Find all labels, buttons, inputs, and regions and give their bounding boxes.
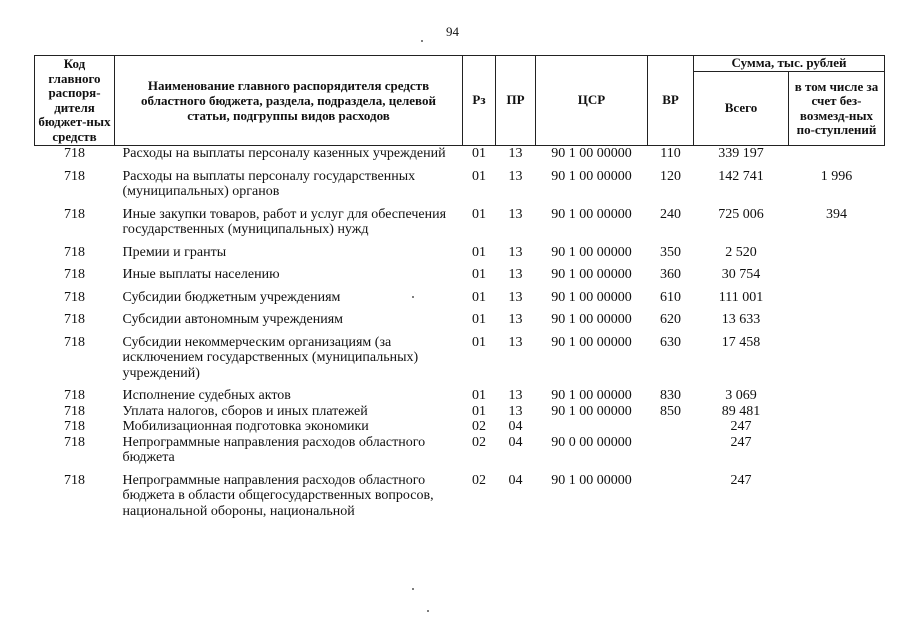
cell-name: Расходы на выплаты персоналу государственных (муниципальных) органов bbox=[122, 168, 416, 199]
cell-rz: 02 bbox=[472, 419, 486, 434]
cell-vr: 830 bbox=[660, 388, 681, 403]
header-pr: ПР bbox=[496, 56, 536, 146]
cell-grant bbox=[789, 435, 885, 473]
cell-pr: 13 bbox=[508, 334, 523, 350]
table-row bbox=[35, 388, 885, 404]
cell-pr: 13 bbox=[508, 168, 523, 184]
cell-rz: 01 bbox=[472, 168, 486, 184]
cell-total: 339 197 bbox=[718, 146, 764, 161]
cell-vr: 240 bbox=[660, 206, 681, 222]
cell-code: 718 bbox=[64, 244, 85, 260]
cell-code: 718 bbox=[64, 168, 85, 184]
cell-pr: 13 bbox=[508, 289, 523, 305]
table-row bbox=[35, 267, 885, 290]
cell-code: 718 bbox=[64, 146, 85, 161]
scan-speck bbox=[412, 296, 414, 298]
page-number: 94 bbox=[446, 24, 459, 39]
cell-csr: 90 1 00 00000 bbox=[551, 472, 632, 488]
cell-total: 89 481 bbox=[721, 403, 761, 419]
cell-total: 111 001 bbox=[718, 289, 764, 305]
cell-name: Премии и гранты bbox=[122, 244, 227, 260]
cell-total: 725 006 bbox=[718, 206, 764, 222]
cell-rz: 01 bbox=[472, 334, 486, 350]
cell-name: Непрограммные направления расходов областного бюджета bbox=[122, 434, 426, 465]
cell-name: Расходы на выплаты персоналу казенных учреждений bbox=[122, 146, 446, 161]
cell-total: 247 bbox=[730, 434, 752, 450]
cell-grant bbox=[789, 267, 885, 290]
cell-grant bbox=[789, 335, 885, 389]
table-row bbox=[35, 435, 885, 473]
cell-total: 247 bbox=[730, 419, 752, 434]
cell-grant bbox=[789, 245, 885, 268]
cell-csr bbox=[536, 419, 648, 435]
header-grant: в том числе за счет без-возмезд-ных по-ступлений bbox=[789, 72, 885, 146]
table-row bbox=[35, 404, 885, 420]
cell-vr: 630 bbox=[660, 334, 681, 350]
cell-code: 718 bbox=[64, 312, 85, 327]
table-row bbox=[35, 146, 885, 169]
header-name: Наименование главного распорядителя средств областного бюджета, раздела, подраздела, целевой статьи, подгруппы видов расходов bbox=[115, 56, 463, 146]
cell-name: Субсидии некоммерческим организациям (за исключением государственных (муниципальных) учреждений) bbox=[122, 334, 419, 381]
cell-vr: 610 bbox=[660, 289, 681, 305]
cell-code: 718 bbox=[64, 206, 85, 222]
cell-total: 247 bbox=[730, 472, 752, 488]
cell-csr: 90 1 00 00000 bbox=[551, 403, 632, 419]
table-row bbox=[35, 169, 885, 207]
cell-pr: 13 bbox=[508, 312, 523, 327]
cell-total: 13 633 bbox=[721, 312, 761, 327]
cell-total: 17 458 bbox=[721, 334, 761, 350]
cell-rz: 01 bbox=[472, 146, 486, 161]
table-row bbox=[35, 245, 885, 268]
cell-code: 718 bbox=[64, 267, 85, 282]
cell-name: Мобилизационная подготовка экономики bbox=[122, 419, 369, 434]
cell-name: Субсидии бюджетным учреждениям bbox=[122, 289, 341, 305]
cell-vr: 110 bbox=[660, 146, 681, 161]
cell-code: 718 bbox=[64, 289, 85, 305]
cell-vr: 350 bbox=[660, 244, 681, 260]
header-csr: ЦСР bbox=[536, 56, 648, 146]
cell-grant bbox=[789, 404, 885, 420]
cell-rz: 01 bbox=[472, 403, 486, 419]
cell-total: 142 741 bbox=[718, 168, 764, 184]
cell-csr: 90 1 00 00000 bbox=[551, 244, 632, 260]
cell-grant bbox=[789, 473, 885, 520]
cell-pr: 04 bbox=[508, 434, 523, 450]
cell-csr: 90 1 00 00000 bbox=[551, 334, 632, 350]
cell-csr: 90 1 00 00000 bbox=[551, 168, 632, 184]
cell-name: Иные выплаты населению bbox=[122, 267, 280, 282]
cell-code: 718 bbox=[64, 388, 85, 403]
cell-vr bbox=[648, 435, 694, 473]
header-rz: Рз bbox=[463, 56, 496, 146]
cell-csr: 90 1 00 00000 bbox=[551, 289, 632, 305]
cell-pr: 04 bbox=[508, 419, 523, 434]
cell-rz: 02 bbox=[472, 472, 486, 488]
cell-grant bbox=[789, 388, 885, 404]
cell-vr: 620 bbox=[660, 312, 681, 327]
cell-rz: 01 bbox=[472, 289, 486, 305]
cell-rz: 01 bbox=[472, 388, 486, 403]
cell-pr: 13 bbox=[508, 388, 523, 403]
cell-code: 718 bbox=[64, 472, 85, 488]
header-sum: Сумма, тыс. рублей bbox=[694, 56, 885, 72]
budget-table bbox=[34, 55, 885, 519]
table-row bbox=[35, 207, 885, 245]
cell-grant bbox=[789, 290, 885, 313]
cell-vr: 850 bbox=[660, 403, 681, 419]
cell-pr: 04 bbox=[508, 472, 523, 488]
cell-vr: 360 bbox=[660, 267, 681, 282]
cell-name: Иные закупки товаров, работ и услуг для обеспечения государственных (муниципальных) нужд bbox=[122, 206, 447, 237]
cell-total: 3 069 bbox=[725, 388, 757, 403]
cell-code: 718 bbox=[64, 419, 85, 434]
cell-csr: 90 0 00 00000 bbox=[551, 434, 632, 450]
cell-rz: 02 bbox=[472, 434, 486, 450]
cell-vr bbox=[648, 473, 694, 520]
table-row bbox=[35, 419, 885, 435]
table-row bbox=[35, 473, 885, 520]
cell-csr: 90 1 00 00000 bbox=[551, 146, 632, 161]
cell-grant: 1 996 bbox=[820, 168, 853, 184]
table-row bbox=[35, 312, 885, 335]
cell-pr: 13 bbox=[508, 146, 523, 161]
cell-grant bbox=[789, 312, 885, 335]
cell-code: 718 bbox=[64, 334, 85, 350]
cell-csr: 90 1 00 00000 bbox=[551, 312, 632, 327]
table-row bbox=[35, 335, 885, 389]
cell-rz: 01 bbox=[472, 312, 486, 327]
cell-code: 718 bbox=[64, 403, 85, 419]
scan-speck bbox=[421, 40, 423, 42]
cell-rz: 01 bbox=[472, 267, 486, 282]
cell-name: Уплата налогов, сборов и иных платежей bbox=[122, 403, 368, 419]
cell-code: 718 bbox=[64, 434, 85, 450]
table-body bbox=[35, 146, 885, 520]
cell-name: Непрограммные направления расходов областного бюджета в области общегосударственных вопросов, национальной обороны, национальной bbox=[122, 472, 434, 519]
table-row bbox=[35, 290, 885, 313]
cell-vr: 120 bbox=[660, 168, 681, 184]
cell-rz: 01 bbox=[472, 244, 486, 260]
cell-pr: 13 bbox=[508, 403, 523, 419]
cell-grant: 394 bbox=[826, 206, 847, 222]
cell-csr: 90 1 00 00000 bbox=[551, 388, 632, 403]
cell-csr: 90 1 00 00000 bbox=[551, 206, 632, 222]
cell-name: Субсидии автономным учреждениям bbox=[122, 312, 344, 327]
cell-rz: 01 bbox=[472, 206, 486, 222]
cell-grant bbox=[789, 146, 885, 169]
cell-grant bbox=[789, 419, 885, 435]
header-code: Код главного распоря-дителя бюджет-ных средств bbox=[35, 56, 115, 146]
cell-pr: 13 bbox=[508, 267, 523, 282]
scan-speck bbox=[427, 610, 429, 612]
cell-pr: 13 bbox=[508, 244, 523, 260]
header-total: Всего bbox=[694, 72, 789, 146]
cell-csr: 90 1 00 00000 bbox=[551, 267, 632, 282]
scan-speck bbox=[412, 588, 414, 590]
cell-name: Исполнение судебных актов bbox=[122, 388, 291, 403]
cell-pr: 13 bbox=[508, 206, 523, 222]
header-vr: ВР bbox=[648, 56, 694, 146]
cell-total: 2 520 bbox=[725, 244, 757, 260]
cell-total: 30 754 bbox=[721, 267, 761, 282]
cell-vr bbox=[648, 419, 694, 435]
